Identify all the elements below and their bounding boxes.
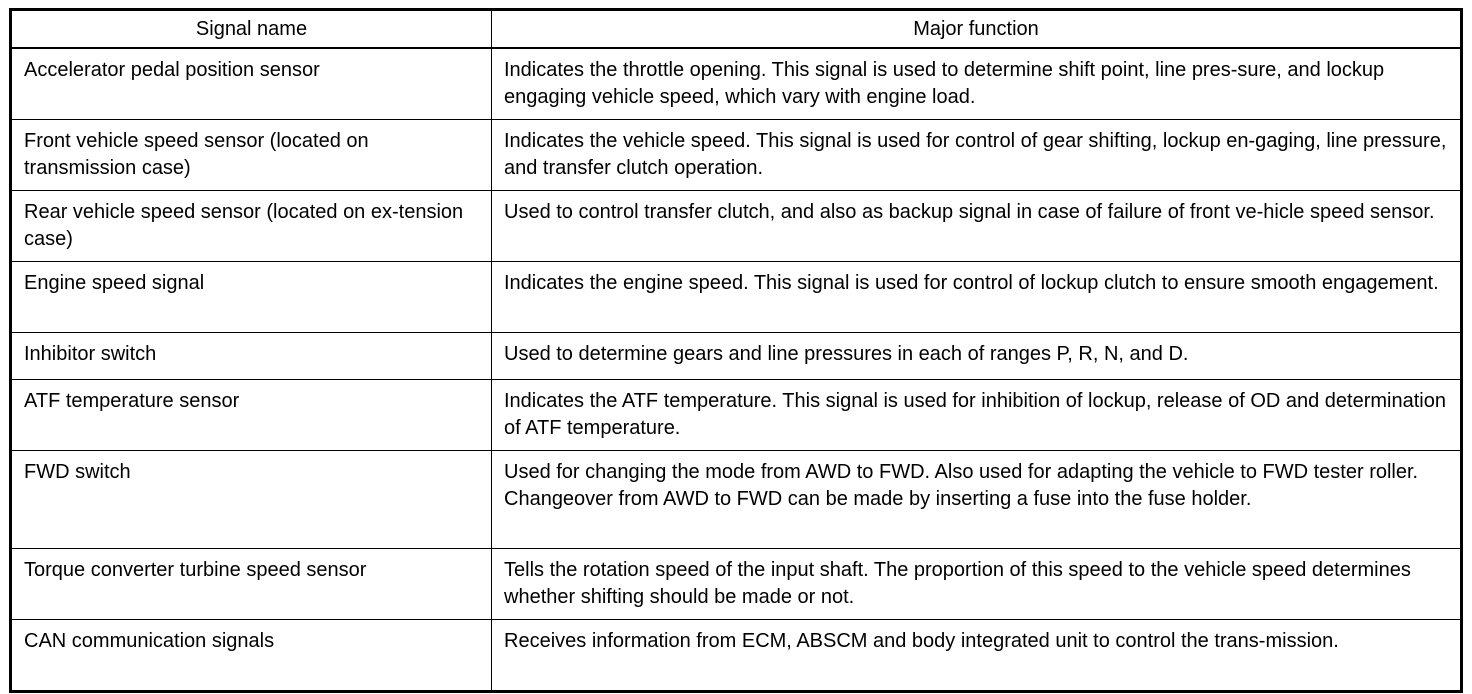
major-function-cell: Used to control transfer clutch, and also as backup signal in case of failure of front ve-hicle speed sensor. <box>492 191 1462 262</box>
table-row <box>11 333 1462 380</box>
major-function-cell: Indicates the vehicle speed. This signal is used for control of gear shifting, lockup en-gaging, line pressure, and transfer clutch operation. <box>492 120 1462 191</box>
signal-name-cell: CAN communication signals <box>11 620 492 692</box>
table-row <box>11 120 1462 191</box>
signal-name-cell: FWD switch <box>11 451 492 549</box>
signal-name-cell: Engine speed signal <box>11 262 492 333</box>
major-function-cell: Tells the rotation speed of the input shaft. The proportion of this speed to the vehicle speed determines whether shifting should be made or not. <box>492 549 1462 620</box>
table-row <box>11 191 1462 262</box>
major-function-cell: Used for changing the mode from AWD to FWD. Also used for adapting the vehicle to FWD tester roller. Changeover from AWD to FWD can be made by inserting a fuse into the fuse holder. <box>492 451 1462 549</box>
major-function-cell: Used to determine gears and line pressures in each of ranges P, R, N, and D. <box>492 333 1462 380</box>
signal-name-cell: Accelerator pedal position sensor <box>11 48 492 120</box>
major-function-cell: Receives information from ECM, ABSCM and body integrated unit to control the trans-mission. <box>492 620 1462 692</box>
signal-name-cell: ATF temperature sensor <box>11 380 492 451</box>
header-signal-name: Signal name <box>11 10 492 49</box>
table-row <box>11 262 1462 333</box>
signal-function-table <box>9 8 1463 693</box>
table-row <box>11 380 1462 451</box>
table-row <box>11 620 1462 692</box>
table-row <box>11 48 1462 120</box>
header-row <box>11 10 1462 49</box>
signal-name-cell: Torque converter turbine speed sensor <box>11 549 492 620</box>
header-major-function: Major function <box>492 10 1462 49</box>
table-row <box>11 549 1462 620</box>
major-function-cell: Indicates the engine speed. This signal is used for control of lockup clutch to ensure smooth engagement. <box>492 262 1462 333</box>
major-function-cell: Indicates the ATF temperature. This signal is used for inhibition of lockup, release of OD and determination of ATF temperature. <box>492 380 1462 451</box>
signal-name-cell: Front vehicle speed sensor (located on transmission case) <box>11 120 492 191</box>
signal-name-cell: Inhibitor switch <box>11 333 492 380</box>
table-row <box>11 451 1462 549</box>
signal-name-cell: Rear vehicle speed sensor (located on ex-tension case) <box>11 191 492 262</box>
major-function-cell: Indicates the throttle opening. This signal is used to determine shift point, line pres-sure, and lockup engaging vehicle speed, which vary with engine load. <box>492 48 1462 120</box>
